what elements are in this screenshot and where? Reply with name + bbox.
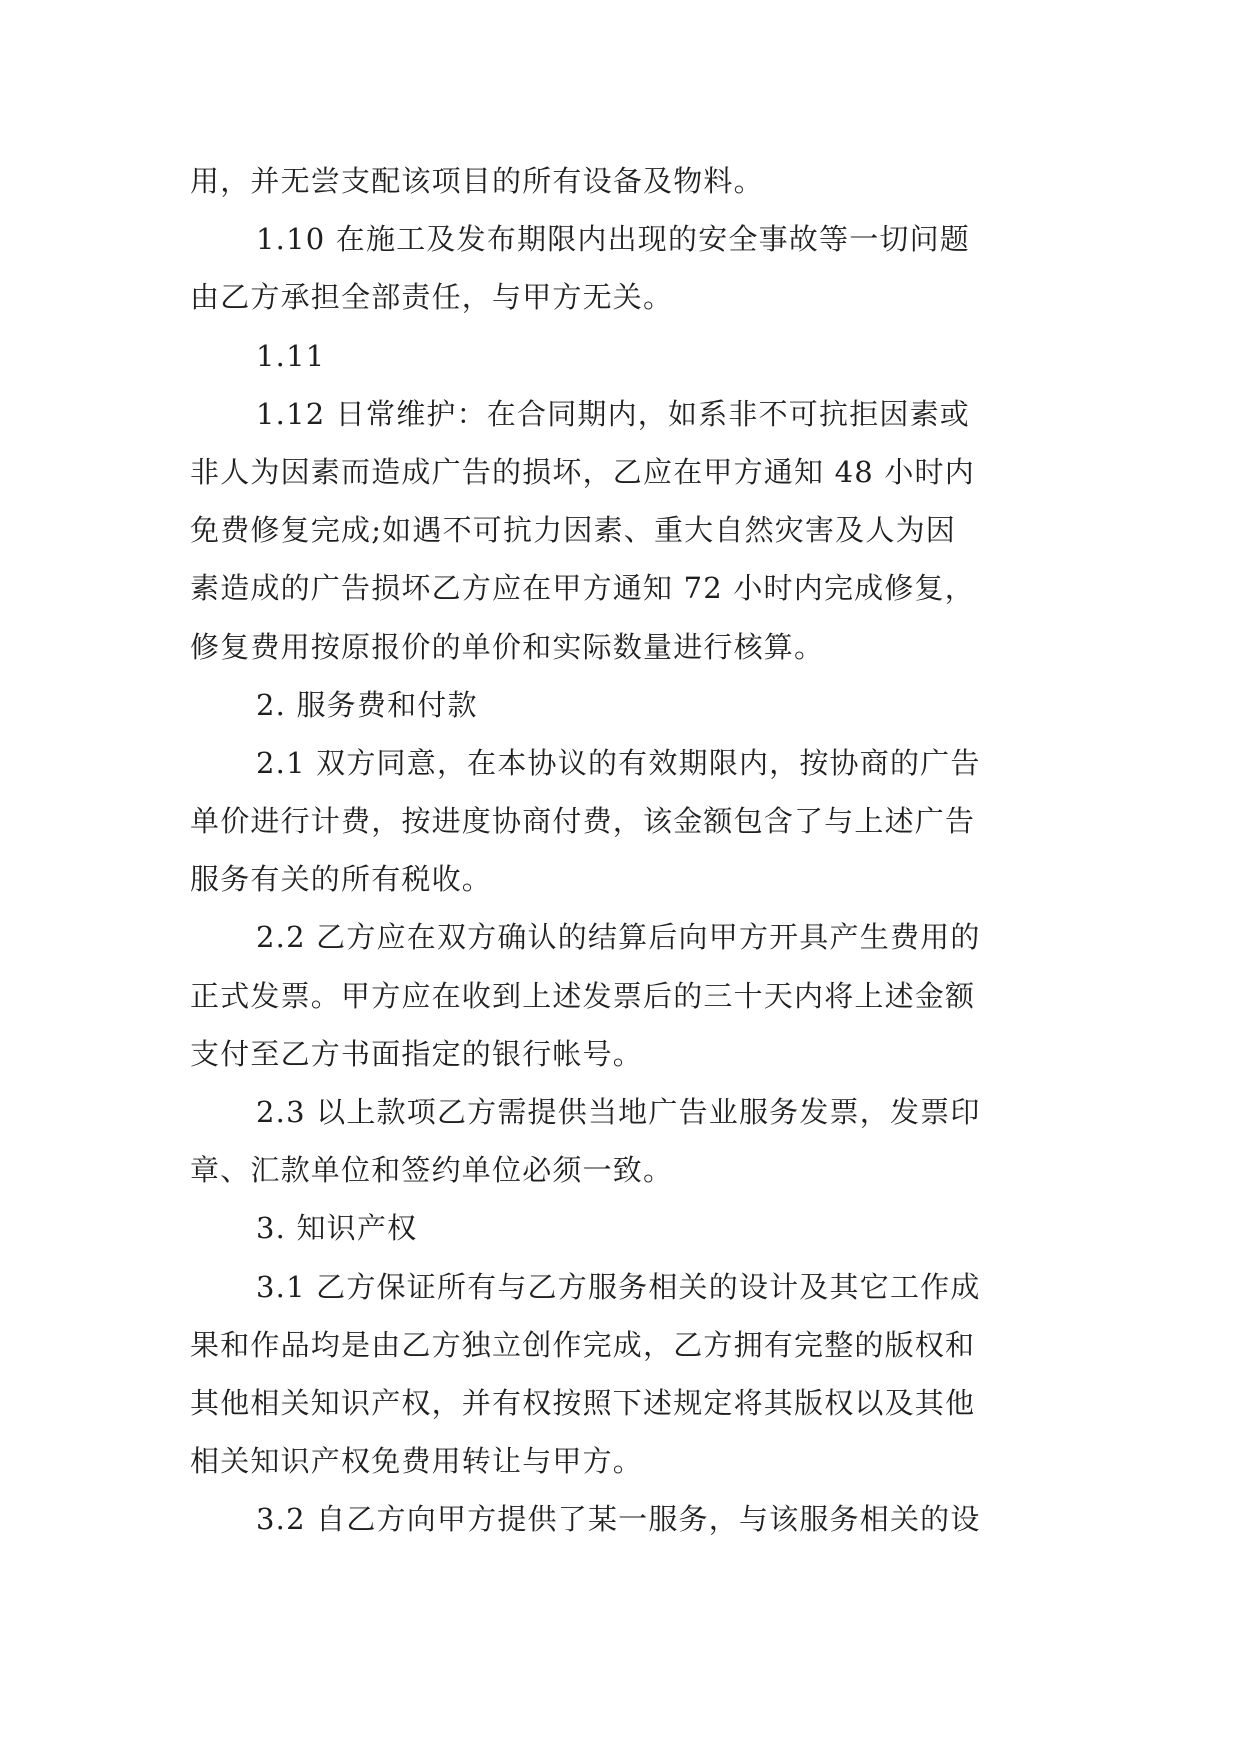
text-line: 1.10 在施工及发布期限内出现的安全事故等一切问题 [256, 222, 970, 257]
text-line: 免费修复完成;如遇不可抗力因素、重大自然灾害及人为因 [190, 513, 956, 548]
text-line: 2.1 双方同意，在本协议的有效期限内，按协商的广告 [256, 745, 981, 780]
text-line: 用，并无尝支配该项目的所有设备及物料。 [190, 164, 764, 198]
text-line: 果和作品均是由乙方独立创作完成，乙方拥有完整的版权和 [190, 1327, 976, 1362]
text-line: 修复费用按原报价的单价和实际数量进行核算。 [190, 629, 825, 664]
text-line: 3.1 乙方保证所有与乙方服务相关的设计及其它工作成 [256, 1269, 981, 1304]
text-line: 3.2 自乙方向甲方提供了某一服务，与该服务相关的设 [256, 1502, 981, 1537]
text-line: 非人为因素而造成广告的损坏，乙应在甲方通知 48 小时内 [190, 454, 975, 489]
text-line: 素造成的广告损坏乙方应在甲方通知 72 小时内完成修复， [190, 571, 975, 606]
text-line: 服务有关的所有税收。 [190, 862, 493, 897]
text-line: 相关知识产权免费用转让与甲方。 [190, 1444, 644, 1479]
section-heading: 2. 服务费和付款 [256, 687, 478, 722]
text-line: 2.2 乙方应在双方确认的结算后向甲方开具产生费用的 [256, 920, 981, 955]
text-line: 单价进行计费，按进度协商付费，该金额包含了与上述广告 [190, 804, 976, 839]
text-line: 由乙方承担全部责任，与甲方无关。 [190, 280, 674, 315]
text-line: 1.12 日常维护：在合同期内，如系非不可抗拒因素或 [256, 396, 970, 431]
text-line: 支付至乙方书面指定的银行帐号。 [190, 1036, 644, 1071]
text-line: 2.3 以上款项乙方需提供当地广告业服务发票，发票印 [256, 1095, 981, 1129]
text-line: 其他相关知识产权，并有权按照下述规定将其版权以及其他 [190, 1385, 976, 1420]
document-body [190, 152, 1060, 1549]
text-line: 正式发票。甲方应在收到上述发票后的三十天内将上述金额 [190, 978, 976, 1013]
text-line: 章、汇款单位和签约单位必须一致。 [190, 1153, 674, 1188]
text-line: 1.11 [256, 338, 326, 373]
section-heading: 3. 知识产权 [256, 1211, 418, 1246]
